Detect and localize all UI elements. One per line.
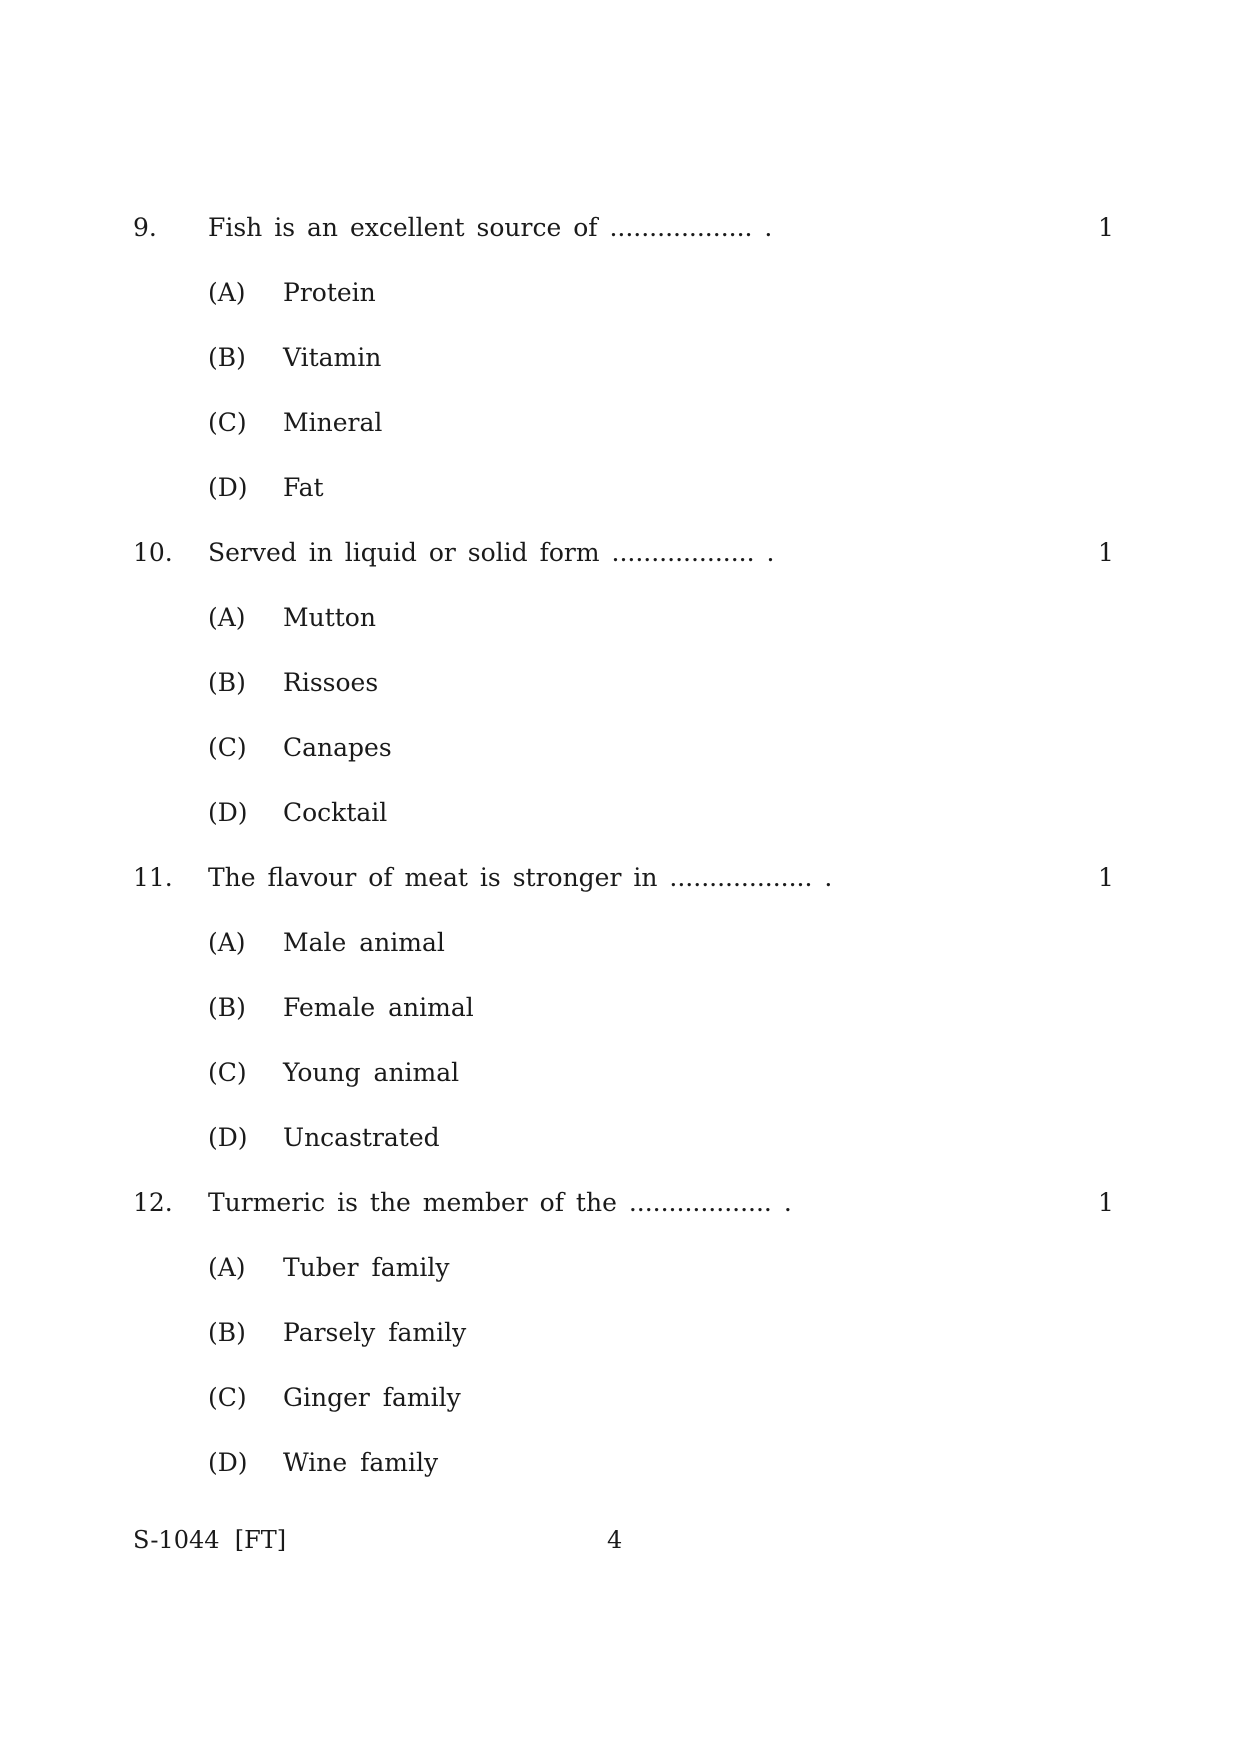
page-number: 4 [607, 1526, 623, 1554]
option-text: Mineral [283, 408, 383, 437]
option-letter: (C) [208, 408, 247, 437]
option-b [0, 650, 1240, 715]
question-row [0, 1170, 1240, 1235]
option-d [0, 780, 1240, 845]
option-letter: (C) [208, 1383, 247, 1412]
question-11 [0, 845, 1240, 1170]
option-letter: (D) [208, 1448, 248, 1477]
question-marks: 1 [1098, 538, 1114, 567]
question-number: 9. [133, 213, 157, 242]
option-a [0, 910, 1240, 975]
option-text: Protein [283, 278, 376, 307]
option-text: Female animal [283, 993, 474, 1022]
option-letter: (C) [208, 1058, 247, 1087]
option-text: Wine family [283, 1448, 439, 1477]
option-text: Mutton [283, 603, 376, 632]
option-text: Vitamin [283, 343, 382, 372]
option-text: Parsely family [283, 1318, 467, 1347]
option-a [0, 260, 1240, 325]
option-c [0, 1040, 1240, 1105]
option-d [0, 1430, 1240, 1495]
option-text: Cocktail [283, 798, 388, 827]
paper-code: S-1044 [FT] [133, 1526, 287, 1554]
option-letter: (B) [208, 1318, 246, 1347]
question-10 [0, 520, 1240, 845]
option-text: Uncastrated [283, 1123, 440, 1152]
page-footer [0, 1520, 1240, 1560]
question-number: 12. [133, 1188, 173, 1217]
question-row [0, 195, 1240, 260]
option-letter: (B) [208, 668, 246, 697]
question-row [0, 845, 1240, 910]
option-c [0, 390, 1240, 455]
question-marks: 1 [1098, 1188, 1114, 1217]
question-9 [0, 195, 1240, 520]
option-letter: (B) [208, 993, 246, 1022]
question-marks: 1 [1098, 863, 1114, 892]
question-row [0, 520, 1240, 585]
option-a [0, 1235, 1240, 1300]
option-c [0, 1365, 1240, 1430]
option-letter: (D) [208, 798, 248, 827]
question-number: 10. [133, 538, 173, 567]
option-text: Young animal [283, 1058, 460, 1087]
question-12 [0, 1170, 1240, 1495]
option-letter: (A) [208, 603, 246, 632]
option-d [0, 455, 1240, 520]
question-text: Fish is an excellent source of .................. . [208, 213, 773, 242]
option-b [0, 325, 1240, 390]
option-text: Fat [283, 473, 324, 502]
option-text: Ginger family [283, 1383, 461, 1412]
option-text: Canapes [283, 733, 392, 762]
option-text: Male animal [283, 928, 445, 957]
option-letter: (D) [208, 1123, 248, 1152]
question-text: Served in liquid or solid form .................. . [208, 538, 775, 567]
option-d [0, 1105, 1240, 1170]
option-text: Rissoes [283, 668, 379, 697]
option-letter: (A) [208, 928, 246, 957]
option-text: Tuber family [283, 1253, 450, 1282]
option-letter: (D) [208, 473, 248, 502]
option-c [0, 715, 1240, 780]
option-a [0, 585, 1240, 650]
question-number: 11. [133, 863, 173, 892]
option-letter: (A) [208, 1253, 246, 1282]
option-letter: (A) [208, 278, 246, 307]
question-marks: 1 [1098, 213, 1114, 242]
option-b [0, 1300, 1240, 1365]
option-letter: (B) [208, 343, 246, 372]
question-text: Turmeric is the member of the .................. . [208, 1188, 792, 1217]
question-text: The flavour of meat is stronger in .................. . [208, 863, 833, 892]
option-b [0, 975, 1240, 1040]
option-letter: (C) [208, 733, 247, 762]
